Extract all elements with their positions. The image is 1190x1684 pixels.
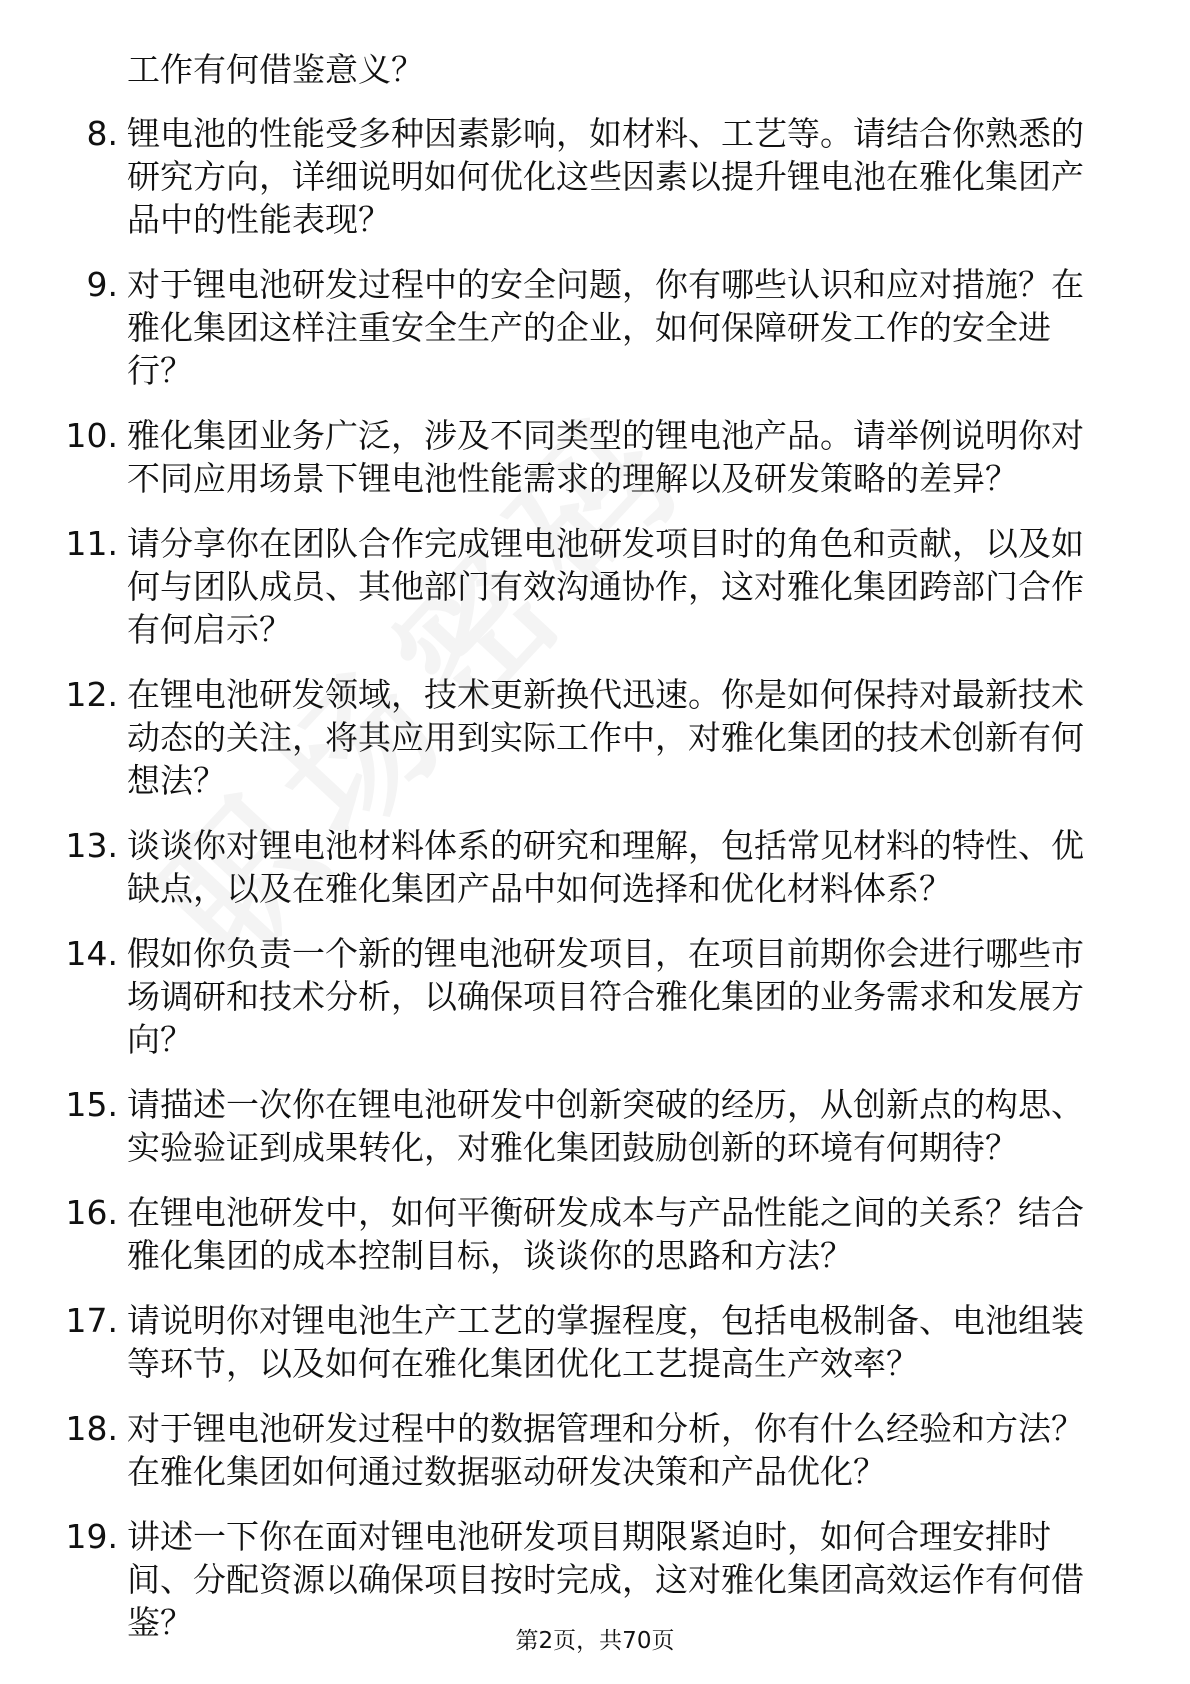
question-number: 8. bbox=[86, 114, 118, 153]
question-item bbox=[0, 932, 1190, 1061]
question-number: 17. bbox=[65, 1301, 118, 1340]
question-text: 请描述一次你在锂电池研发中创新突破的经历，从创新点的构思、实验验证到成果转化，对雅化集团鼓励创新的环境有何期待？ bbox=[127, 1085, 1084, 1167]
question-number: 19. bbox=[65, 1517, 118, 1556]
question-item bbox=[0, 824, 1190, 910]
question-number: 12. bbox=[65, 675, 118, 714]
question-text: 锂电池的性能受多种因素影响，如材料、工艺等。请结合你熟悉的研究方向，详细说明如何优化这些因素以提升锂电池在雅化集团产品中的性能表现？ bbox=[127, 114, 1084, 239]
question-text: 在锂电池研发中，如何平衡研发成本与产品性能之间的关系？结合雅化集团的成本控制目标，谈谈你的思路和方法？ bbox=[127, 1193, 1084, 1275]
question-item bbox=[0, 1407, 1190, 1493]
question-item bbox=[0, 522, 1190, 651]
question-text: 对于锂电池研发过程中的数据管理和分析，你有什么经验和方法？在雅化集团如何通过数据驱动研发决策和产品优化？ bbox=[127, 1409, 1084, 1491]
question-item bbox=[0, 263, 1190, 392]
question-text: 请分享你在团队合作完成锂电池研发项目时的角色和贡献，以及如何与团队成员、其他部门有效沟通协作，这对雅化集团跨部门合作有何启示？ bbox=[127, 524, 1084, 649]
question-item bbox=[0, 1299, 1190, 1385]
question-item bbox=[0, 414, 1190, 500]
question-text: 讲述一下你在面对锂电池研发项目期限紧迫时，如何合理安排时间、分配资源以确保项目按时完成，这对雅化集团高效运作有何借鉴？ bbox=[127, 1517, 1084, 1642]
question-text: 在锂电池研发领域，技术更新换代迅速。你是如何保持对最新技术动态的关注，将其应用到实际工作中，对雅化集团的技术创新有何想法？ bbox=[127, 675, 1084, 800]
question-number: 11. bbox=[65, 524, 118, 563]
question-text: 雅化集团业务广泛，涉及不同类型的锂电池产品。请举例说明你对不同应用场景下锂电池性能需求的理解以及研发策略的差异？ bbox=[127, 416, 1084, 498]
question-item bbox=[0, 1083, 1190, 1169]
question-list bbox=[0, 112, 1190, 1666]
question-item bbox=[0, 673, 1190, 802]
question-number: 14. bbox=[65, 934, 118, 973]
question-text: 谈谈你对锂电池材料体系的研究和理解，包括常见材料的特性、优缺点，以及在雅化集团产品中如何选择和优化材料体系？ bbox=[127, 826, 1084, 908]
question-number: 9. bbox=[86, 265, 118, 304]
question-text: 请说明你对锂电池生产工艺的掌握程度，包括电极制备、电池组装等环节，以及如何在雅化集团优化工艺提高生产效率？ bbox=[127, 1301, 1084, 1383]
question-number: 16. bbox=[65, 1193, 118, 1232]
question-item bbox=[0, 1515, 1190, 1644]
question-text: 假如你负责一个新的锂电池研发项目，在项目前期你会进行哪些市场调研和技术分析，以确保项目符合雅化集团的业务需求和发展方向？ bbox=[127, 934, 1084, 1059]
question-number: 18. bbox=[65, 1409, 118, 1448]
question-item bbox=[0, 112, 1190, 241]
continued-question-text: 工作有何借鉴意义？ bbox=[127, 50, 424, 89]
question-number: 10. bbox=[65, 416, 118, 455]
question-text: 对于锂电池研发过程中的安全问题，你有哪些认识和应对措施？在雅化集团这样注重安全生产的企业，如何保障研发工作的安全进行？ bbox=[127, 265, 1084, 390]
page-footer: 第2页，共70页 bbox=[515, 1628, 675, 1654]
question-number: 13. bbox=[65, 826, 118, 865]
question-number: 15. bbox=[65, 1085, 118, 1124]
question-item bbox=[0, 1191, 1190, 1277]
